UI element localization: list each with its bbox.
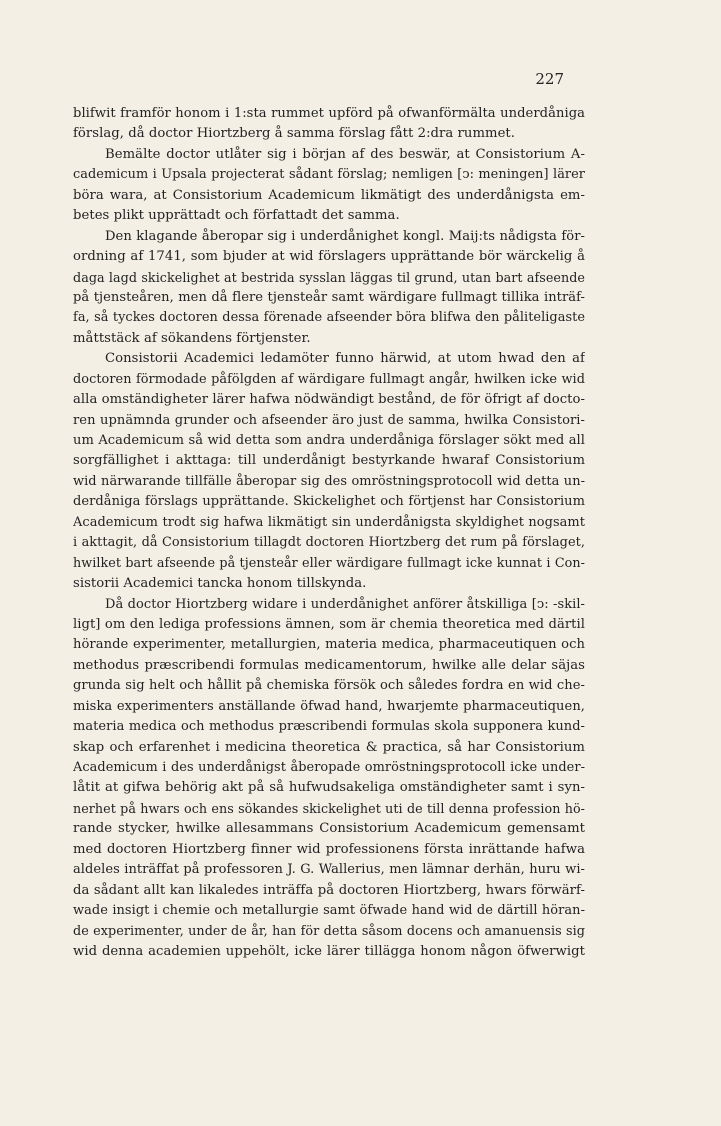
text-line: doctoren förmodade påfölgden af wärdigare fullmagt angår, hwilken icke wid [73, 371, 585, 387]
text-line: Då doctor Hiortzberg widare i underdånighet anförer åtskilliga [ↄ: -skil- [105, 596, 585, 612]
text-line: Academicum i des underdånigst åberopade omröstningsprotocoll icke under- [73, 760, 585, 775]
text-line: hwilket bart afseende på tjensteår eller wärdigare fullmagt icke kunnat i Con- [73, 555, 585, 571]
text-line: Consistorii Academici ledamöter funno härwid, at utom hwad den af [105, 351, 585, 367]
text-line: derdåniga förslags upprättande. Skickelighet och förtjenst har Consistorium [73, 494, 585, 510]
text-line: med doctoren Hiortzberg finner wid professionens första inrättande hafwa [73, 841, 585, 857]
text-line: ordning af 1741, som bjuder at wid förslagers upprättande bör wärckelig å [73, 249, 585, 265]
text-line: miska experimenters anställande öfwad hand, hwarjemte pharmaceutiquen, [73, 698, 585, 714]
text-line: fa, så tyckes doctoren dessa förenade afseender böra blifwa den påliteligaste [73, 310, 585, 326]
text-line: wid närwarande tillfälle åberopar sig des omröstningsprotocoll wid detta un- [73, 473, 585, 489]
text-line: skap och erfarenhet i medicina theoretica & practica, så har Consistorium [73, 739, 585, 755]
text-line: Bemälte doctor utlåter sig i början af des beswär, at Consistorium A- [105, 146, 585, 162]
text-line: Academicum trodt sig hafwa likmätigt sin underdånigsta skyldighet nogsamt [73, 514, 585, 530]
text-line: på tjensteåren, men då flere tjensteår samt wärdigare fullmagt tillika inträf- [73, 289, 585, 305]
text-line: hörande experimenter, metallurgien, materia medica, pharmaceutiquen och [73, 637, 585, 653]
text-line: aldeles inträffat på professoren J. G. Wallerius, men lämnar derhän, huru wi- [73, 862, 585, 878]
text-line: rande stycker, hwilke allesammans Consistorium Academicum gemensamt [73, 821, 585, 837]
text-line: sistorii Academici tancka honom tillskynda. [73, 576, 367, 592]
text-line: förslag, då doctor Hiortzberg å samma förslag fått 2:dra rummet. [73, 126, 516, 142]
text-line: ligt] om den lediga professions ämnen, som är chemia theoretica med därtil [73, 616, 585, 632]
text-line: cademicum i Upsala projecterat sådant förslag; nemligen [ↄ: meningen] lärer [73, 167, 585, 183]
text-line: böra wara, at Consistorium Academicum likmätigt des underdånigsta em- [73, 187, 585, 203]
text-line: i akttagit, då Consistorium tillagdt doctoren Hiortzberg det rum på förslaget, [73, 535, 585, 551]
text-line: de experimenter, under de år, han för detta såsom docens och amanuensis sig [73, 923, 585, 939]
text-line: ren upnämnda grunder och afseender äro just de samma, hwilka Consistori- [73, 412, 585, 428]
text-line: låtit at gifwa behörig akt på så hufwudsakeliga omständigheter samt i syn- [73, 780, 585, 796]
text-line: betes plikt upprättadt och författadt det samma. [73, 208, 400, 224]
text-line: alla omständigheter lärer hafwa nödwändigt bestånd, de för öfrigt af docto- [73, 392, 585, 408]
text-line: materia medica och methodus præscribendi formulas skola supponera kund- [73, 719, 585, 735]
text-line: sorgfällighet i akttaga: till underdånigt bestyrkande hwaraf Consistorium [73, 453, 585, 469]
text-line: wid denna academien uppehölt, icke lärer tillägga honom någon öfwerwigt [73, 943, 585, 959]
text-line: da sådant allt kan likaledes inträffa på doctoren Hiortzberg, hwars förwärf- [73, 882, 585, 898]
text-line: blifwit framför honom i 1:sta rummet upförd på ofwanförmälta underdåniga [73, 106, 585, 121]
body-text [73, 104, 585, 962]
text-line: grunda sig helt och hållit på chemiska försök och således fordra en wid che- [73, 678, 585, 694]
text-line: wade insigt i chemie och metallurgie samt öfwade hand wid de därtill höran- [73, 903, 585, 919]
text-line: nerhet på hwars och ens sökandes skickelighet uti de till denna profession hö- [73, 800, 585, 816]
text-line: um Academicum så wid detta som andra underdåniga förslager sökt med all [73, 433, 585, 448]
page-number: 227 [535, 70, 564, 88]
text-line: Den klagande åberopar sig i underdånighet kongl. Maij:ts nådigsta för- [105, 228, 585, 244]
text-line: daga lagd skickelighet at bestrida sysslan läggas til grund, utan bart afseende [73, 269, 585, 285]
text-line: methodus præscribendi formulas medicamentorum, hwilke alle delar säjas [73, 657, 585, 673]
text-line: måttstäck af sökandens förtjenster. [73, 330, 311, 346]
